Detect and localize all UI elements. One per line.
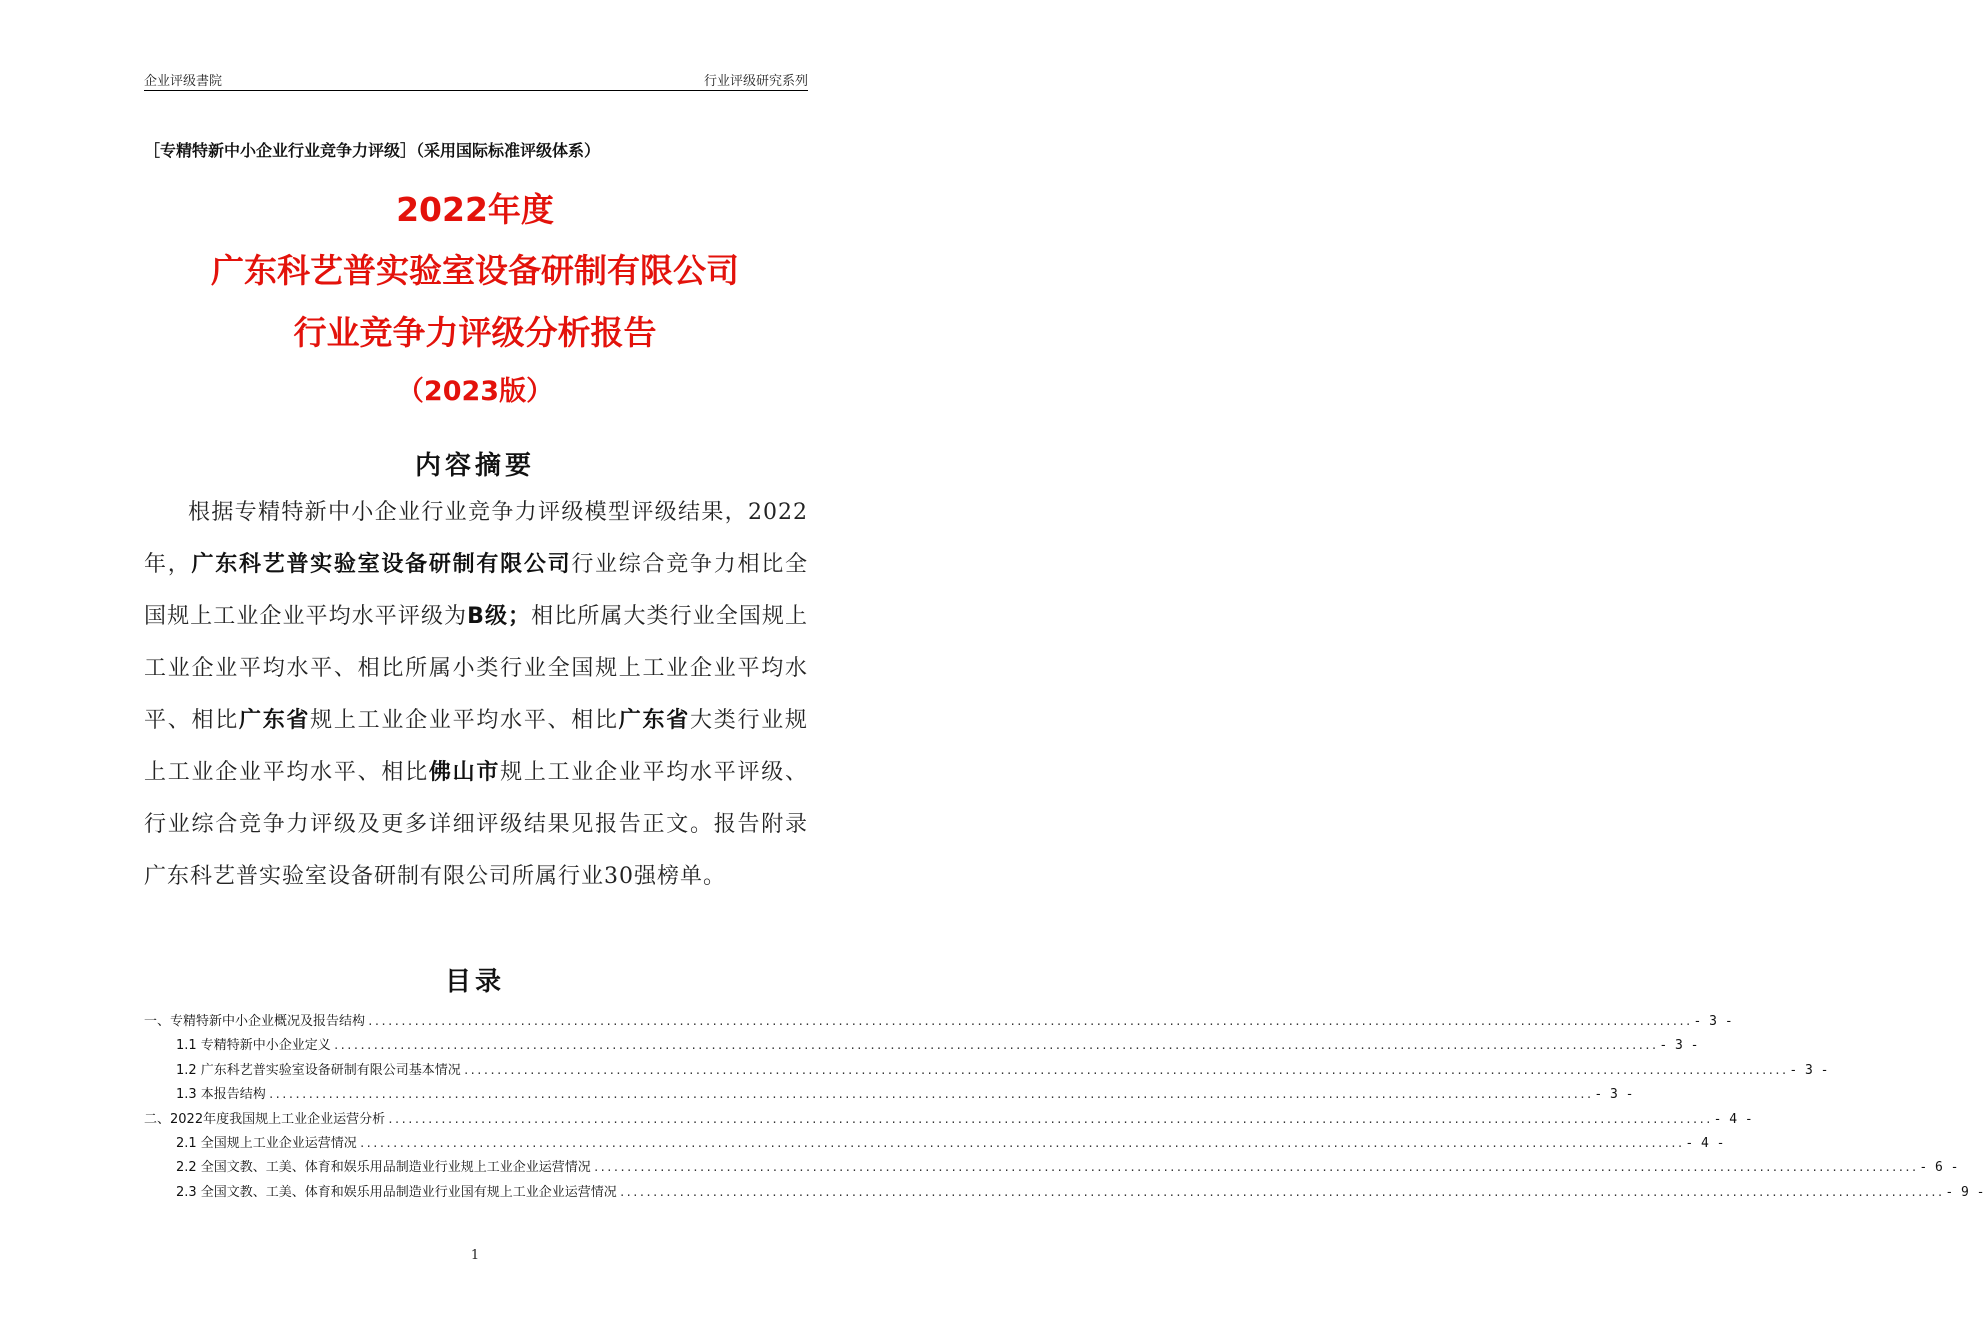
abstract-city: 佛山市 <box>428 760 501 785</box>
toc-entry-page: - 6 - <box>1919 1160 1959 1176</box>
toc-entry-page: - 4 - <box>1713 1111 1753 1127</box>
toc-entry-page: - 3 - <box>1693 1014 1733 1029</box>
toc-leader: ........................................................................................................................................................................................................ <box>332 1039 1658 1053</box>
toc-entry-label: 1.3 本报告结构 <box>176 1087 266 1103</box>
abstract-text-5: 大类行业规上工业企业平均水平、相比 <box>144 708 808 785</box>
toc-entry-page: - 9 - <box>1945 1184 1984 1200</box>
abstract-text-2: 行业综合竞争力相比全国规上工业企业平均水平评级为 <box>144 552 808 629</box>
toc-leader: ........................................................................................................................................................................................................ <box>592 1161 1918 1175</box>
toc-entry-2-1[interactable] <box>144 1132 1725 1156</box>
abstract-body <box>144 487 808 903</box>
toc-entry-2[interactable] <box>144 1108 1753 1132</box>
toc-leader: ........................................................................................................................................................................................................ <box>618 1185 1944 1199</box>
abstract-heading: 内容摘要 <box>414 451 535 481</box>
title-year: 2022年度 <box>396 190 554 229</box>
abstract-text-3: 相比所属大类行业全国规上工业企业平均水平、相比所属小类行业全国规上工业企业平均水平、相比 <box>144 604 808 733</box>
header-series: 行业评级研究系列 <box>703 74 808 89</box>
running-header <box>144 68 808 90</box>
toc-entry-page: - 3 - <box>1594 1087 1634 1103</box>
abstract-text-1: 根据专精特新中小企业行业竞争力评级模型评级结果，2022年， <box>144 500 808 577</box>
toc-entry-2-3[interactable] <box>144 1181 1984 1205</box>
toc-leader: ........................................................................................................................................................................................................ <box>387 1112 1712 1126</box>
toc-entry-label: 2.3 全国文教、工美、体育和娱乐用品制造业行业国有规上工业企业运营情况 <box>176 1184 617 1200</box>
abstract-province-1: 广东省 <box>238 708 311 733</box>
toc-leader: ........................................................................................................................................................................................................ <box>367 1015 1692 1028</box>
toc-entry-label: 1.1 专精特新中小企业定义 <box>176 1038 331 1054</box>
toc-entry-label: 一、专精特新中小企业概况及报告结构 <box>144 1014 366 1029</box>
toc-entry-1[interactable] <box>144 1010 1733 1034</box>
toc-entry-page: - 3 - <box>1659 1038 1699 1054</box>
abstract-company: 广东科艺普实验室设备研制有限公司 <box>191 552 572 577</box>
toc-leader: ........................................................................................................................................................................................................ <box>358 1136 1684 1150</box>
title-company: 广东科艺普实验室设备研制有限公司 <box>211 251 739 290</box>
toc-entry-1-3[interactable] <box>144 1083 1634 1107</box>
header-publisher: 企业评级書院 <box>144 74 223 89</box>
abstract-text-4: 规上工业企业平均水平、相比 <box>310 708 619 733</box>
toc-entry-label: 2.2 全国文教、工美、体育和娱乐用品制造业行业规上工业企业运营情况 <box>176 1160 591 1176</box>
abstract-text-6: 规上工业企业平均水平评级、行业综合竞争力评级及更多详细评级结果见报告正文。报告附录广东科艺普实验室设备研制有限公司所属行业30强榜单。 <box>144 760 808 889</box>
toc-entry-2-2[interactable] <box>144 1156 1959 1180</box>
toc-leader: ........................................................................................................................................................................................................ <box>462 1063 1788 1077</box>
toc-entry-1-1[interactable] <box>144 1034 1699 1058</box>
abstract-province-2: 广东省 <box>618 708 690 733</box>
toc-leader: ........................................................................................................................................................................................................ <box>267 1088 1593 1102</box>
toc-entry-page: - 3 - <box>1789 1062 1829 1078</box>
title-edition: （2023版） <box>396 376 554 407</box>
header-rule <box>144 90 808 91</box>
toc-entry-label: 二、2022年度我国规上工业企业运营分析 <box>144 1111 386 1127</box>
abstract-grade: B级； <box>467 604 532 629</box>
title-report: 行业竞争力评级分析报告 <box>293 313 657 352</box>
toc-entry-1-2[interactable] <box>144 1059 1829 1083</box>
report-category: ［专精特新中小企业行业竞争力评级］（采用国际标准评级体系） <box>144 141 601 160</box>
page-number: 1 <box>470 1248 480 1263</box>
toc-heading: 目录 <box>444 967 505 997</box>
toc-entry-label: 1.2 广东科艺普实验室设备研制有限公司基本情况 <box>176 1062 461 1078</box>
toc-entry-label: 2.1 全国规上工业企业运营情况 <box>176 1135 357 1151</box>
toc-entry-page: - 4 - <box>1685 1135 1725 1151</box>
table-of-contents <box>144 1010 1984 1205</box>
